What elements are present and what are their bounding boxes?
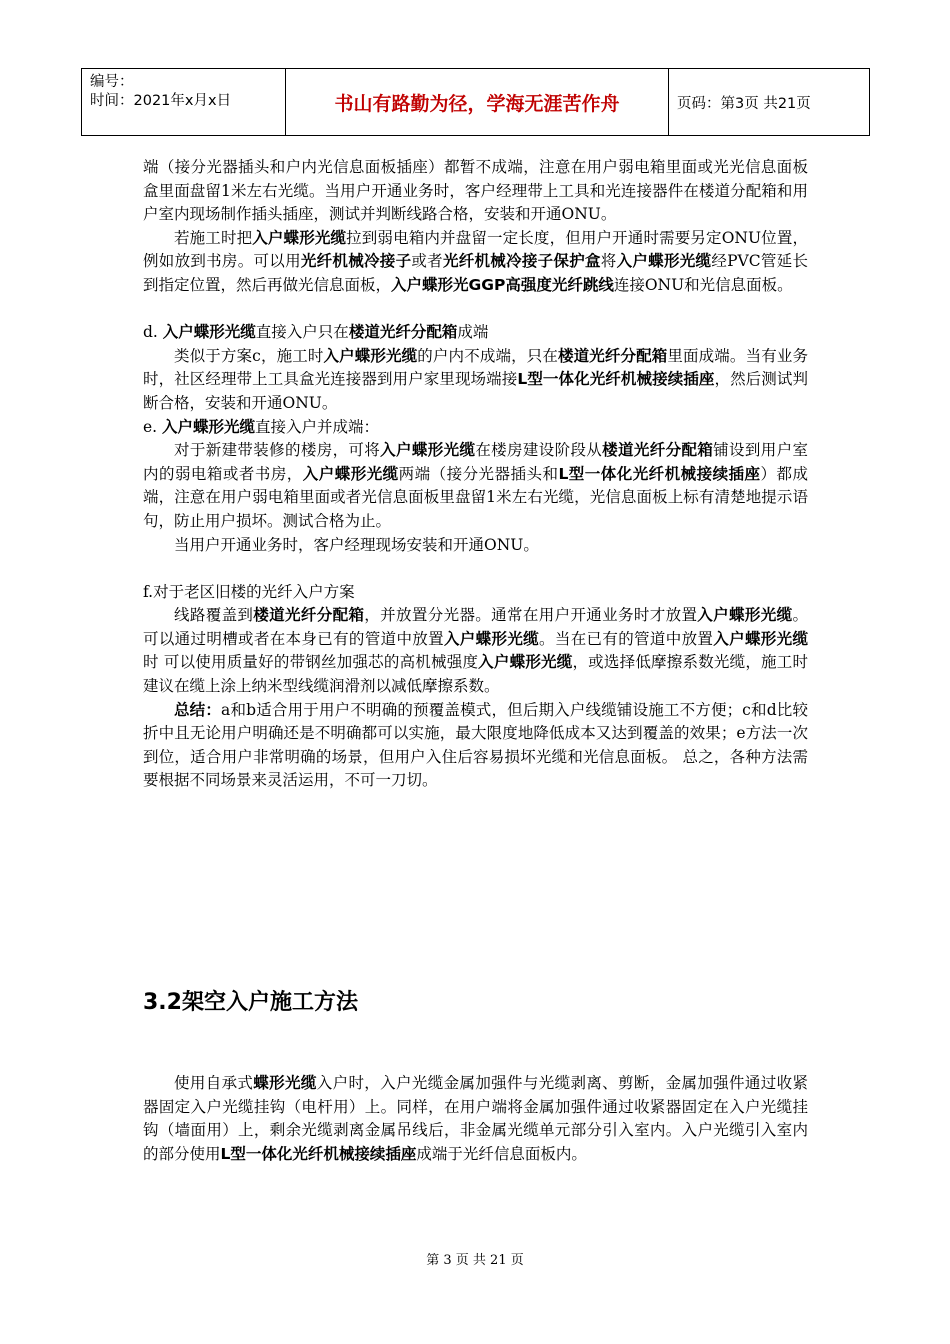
bold-term: 总结：	[174, 700, 222, 719]
text-run: 当用户开通业务时，客户经理现场安装和开通ONU。	[174, 535, 539, 554]
paragraph	[143, 227, 808, 298]
bold-term: 楼道光纤分配箱	[602, 441, 714, 460]
section-title: 3.2架空入户施工方法	[143, 990, 358, 1015]
text-run: 铺设到用户室内的弱电箱或者书房，	[143, 441, 808, 483]
header-motto: 书山有路勤为径，学海无涯苦作舟	[286, 69, 669, 135]
paragraph	[143, 321, 808, 345]
text-run: 使用自承式	[174, 1074, 254, 1092]
bold-term: 光纤机械冷接子保护盒	[442, 252, 601, 271]
text-run: ，然后测试判断合格，安装和开通ONU。	[143, 370, 808, 412]
text-run: a和b适合用于用户不明确的预覆盖模式，但后期入户线缆铺设施工不方便；c和d比较折中且无论用户明确还是不明确都可以实施，最大限度地降低成本又达到覆盖的效果；e方法一次到位，适合用户非常明确的场景，但用户入住后容易损坏光缆和光信息面板。 总之，各种方法需要根据不同场景来灵活运用，不可一刀切。	[143, 700, 808, 790]
text-run: ）都成端，注意在用户弱电箱里面或者光信息面板里盘留1米左右光缆，光信息面板上标有清楚地提示语句，防止用户损坏。测试合格为止。	[143, 464, 808, 530]
bold-term: 光纤机械冷接子	[300, 252, 412, 271]
text-run: 成端	[457, 323, 489, 342]
text-run: 若施工时把	[174, 228, 253, 247]
bold-term: 楼道光纤分配箱	[348, 323, 458, 342]
text-run: 。当在已有的管道中放置	[539, 629, 714, 648]
bold-term: L型一体化光纤机械接续插座	[517, 370, 715, 389]
text-run: 线路覆盖到	[174, 606, 254, 625]
paragraph	[143, 581, 808, 605]
paragraph	[143, 534, 808, 558]
bold-term: 蝶形光缆	[253, 1074, 317, 1092]
text-run: 时 可以使用质量好的带钢丝加强芯的高机械强度	[143, 653, 479, 672]
bold-term: 入户蝶形光缆	[478, 653, 573, 672]
page-header	[81, 68, 870, 136]
paragraph	[143, 439, 808, 533]
text-run: e.	[143, 417, 163, 436]
text-run: 成端于光纤信息面板内。	[416, 1144, 587, 1163]
paragraph	[143, 345, 808, 416]
bold-term: 入户蝶形光缆	[380, 441, 476, 460]
body-text	[143, 156, 808, 793]
time-label: 时间：2021年x月x日	[90, 93, 232, 109]
bold-term: 入户蝶形光GGP高强度光纤跳线	[391, 275, 614, 294]
header-page-info: 页码：第3页 共21页	[677, 95, 811, 112]
text-run: ，并放置分光器。通常在用户开通业务时才放置	[364, 606, 698, 625]
text-run: 或者	[411, 252, 443, 271]
text-run: 直接入户并成端：	[255, 417, 380, 436]
text-run: 两端（接分光器插头和	[398, 464, 559, 483]
bold-term: 入户蝶形光缆	[162, 417, 256, 436]
text-run: f.对于老区旧楼的光纤入户方案	[143, 582, 355, 601]
text-run: 的户内不成端，只在	[417, 346, 558, 365]
paragraph-spacer	[143, 557, 808, 581]
text-run: 入户时，入户光缆金属加强件与光缆剥离、剪断，金属加强件通过收紧器固定入户光缆挂钩（电杆用）上。同样，在用户端将金属加强件通过收紧器固定在入户光缆挂钩（墙面用）上，剩余光缆剥离金属吊线后，非金属光缆单元部分引入室内。入户光缆引入室内的部分使用	[143, 1074, 808, 1163]
paragraph	[143, 1072, 808, 1166]
number-label: 编号：	[90, 74, 134, 90]
bold-term: 楼道光纤分配箱	[557, 346, 668, 365]
section-body-text	[143, 1072, 808, 1166]
bold-term: L型一体化光纤机械接续插座	[220, 1144, 417, 1163]
text-run: 里面成端。当有业务时，社区经理带上工具盒光连接器到用户家里现场端接	[143, 346, 808, 389]
header-meta	[82, 69, 286, 135]
text-run: d.	[143, 323, 163, 342]
text-run: 类似于方案c，施工时	[174, 346, 324, 365]
bold-term: L型一体化光纤机械接续插座	[558, 464, 761, 483]
bold-term: 入户蝶形光缆	[252, 228, 347, 247]
bold-term: 入户蝶形光缆	[323, 346, 418, 365]
bold-term: 入户蝶形光缆	[713, 629, 808, 648]
text-run: 连接ONU和光信息面板。	[613, 275, 793, 294]
bold-term: 入户蝶形光缆	[443, 629, 540, 648]
bold-term: 入户蝶形光缆	[302, 464, 399, 483]
text-run: ，或选择低摩擦系数光缆，施工时建议在缆上涂上纳米型线缆润滑剂以减低摩擦系数。	[143, 653, 808, 696]
page-footer: 第 3 页 共 21 页	[426, 1253, 524, 1268]
bold-term: 入户蝶形光缆	[616, 252, 712, 271]
text-run: 。可以通过明槽或者在本身已有的管道中放置	[143, 606, 808, 648]
text-run: 经PVC管延长到指定位置，然后再做光信息面板，	[143, 252, 808, 294]
bold-term: 入户蝶形光缆	[162, 323, 256, 342]
paragraph	[143, 156, 808, 227]
text-run: 对于新建带装修的楼房，可将	[174, 441, 381, 460]
paragraph	[143, 416, 808, 440]
text-run: 将	[600, 252, 617, 271]
paragraph-spacer	[143, 298, 808, 322]
text-run: 直接入户只在	[255, 323, 349, 342]
text-run: 拉到弱电箱内并盘留一定长度，但用户开通时需要另定ONU位置，例如放到书房。可以用	[143, 228, 808, 271]
bold-term: 入户蝶形光缆	[697, 606, 793, 625]
text-run: 在楼房建设阶段从	[475, 441, 603, 460]
paragraph	[143, 699, 808, 793]
bold-term: 楼道光纤分配箱	[253, 606, 365, 625]
paragraph	[143, 604, 808, 698]
text-run: 端（接分光器插头和户内光信息面板插座）都暂不成端，注意在用户弱电箱里面或光光信息面板盒里面盘留1米左右光缆。当用户开通业务时，客户经理带上工具和光连接器件在楼道分配箱和用户室内现场制作插头插座，测试并判断线路合格，安装和开通ONU。	[143, 158, 808, 224]
